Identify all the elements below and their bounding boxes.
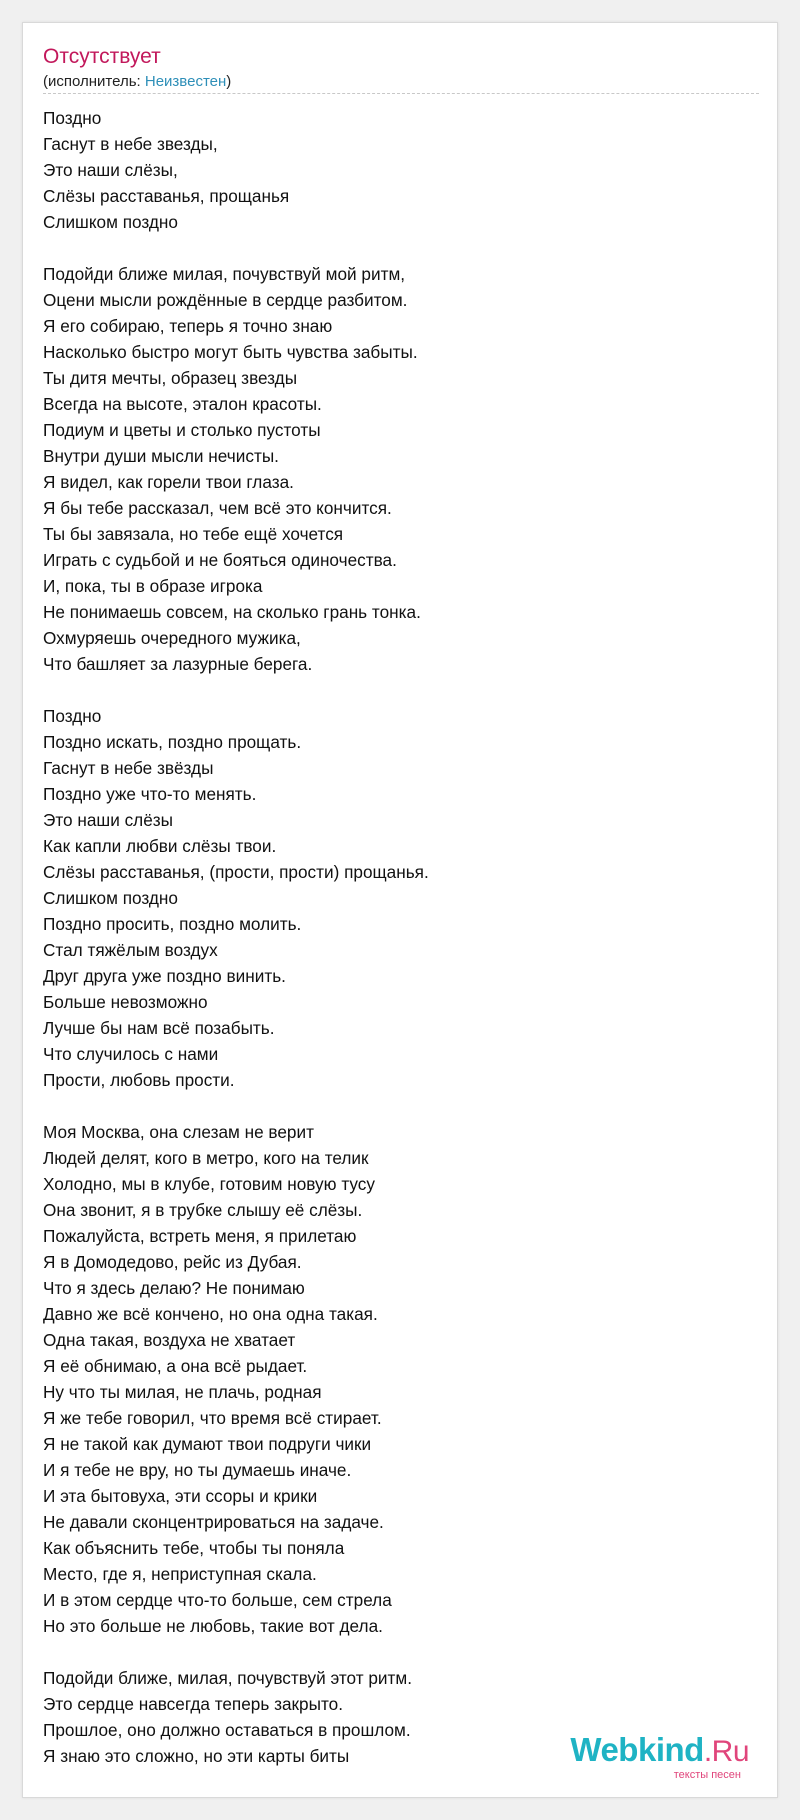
artist-prefix: (исполнитель: xyxy=(43,73,145,90)
logo-name: Webkind xyxy=(570,1731,704,1768)
lyrics-line: Охмуряешь очередного мужика, xyxy=(43,628,301,648)
lyrics-line: Ты бы завязала, но тебе ещё хочется xyxy=(43,524,344,544)
lyrics-line: Но это больше не любовь, такие вот дела. xyxy=(43,1616,383,1636)
lyrics-line: Подиум и цветы и столько пустоты xyxy=(43,420,321,440)
lyrics-line: Я не такой как думают твои подруги чики xyxy=(43,1434,372,1454)
lyrics-line: Подойди ближе, милая, почувствуй этот ритм. xyxy=(43,1668,412,1688)
artist-line xyxy=(43,73,231,90)
lyrics-line: Что случилось с нами xyxy=(43,1044,219,1064)
lyrics-line: И я тебе не вру, но ты думаешь иначе. xyxy=(43,1460,352,1480)
lyrics-line: Слёзы расставанья, (прости, прости) прощанья. xyxy=(43,862,429,882)
lyrics-line: Как объяснить тебе, чтобы ты поняла xyxy=(43,1538,345,1558)
lyrics-line: Гаснут в небе звезды, xyxy=(43,134,218,154)
artist-link[interactable]: Неизвестен xyxy=(144,73,227,90)
lyrics-line: Я видел, как горели твои глаза. xyxy=(43,472,294,492)
lyrics-line: Поздно xyxy=(43,108,102,128)
webkind-logo xyxy=(549,1731,749,1779)
lyrics-line: Слёзы расставанья, прощанья xyxy=(43,186,290,206)
lyrics-line: Не давали сконцентрироваться на задаче. xyxy=(43,1512,384,1532)
lyrics-stanza xyxy=(43,703,759,1093)
lyrics-line: Что я здесь делаю? Не понимаю xyxy=(43,1278,305,1298)
lyrics-line: Ну что ты милая, не плачь, родная xyxy=(43,1382,322,1402)
lyrics-line: Одна такая, воздуха не хватает xyxy=(43,1330,296,1350)
lyrics-line: Лучше бы нам всё позабыть. xyxy=(43,1018,275,1038)
lyrics-line: Холодно, мы в клубе, готовим новую тусу xyxy=(43,1174,375,1194)
lyrics-line: Слишком поздно xyxy=(43,212,178,232)
lyrics-line: Подойди ближе милая, почувствуй мой ритм, xyxy=(43,264,406,284)
lyrics-line: Что башляет за лазурные берега. xyxy=(43,654,313,674)
lyrics-line: Внутри души мысли нечисты. xyxy=(43,446,279,466)
lyrics-line: Слишком поздно xyxy=(43,888,178,908)
lyrics-line: Она звонит, я в трубке слышу её слёзы. xyxy=(43,1200,363,1220)
lyrics-line: Я бы тебе рассказал, чем всё это кончится. xyxy=(43,498,392,518)
lyrics-line: Давно же всё кончено, но она одна такая. xyxy=(43,1304,378,1324)
lyrics-line: Поздно просить, поздно молить. xyxy=(43,914,302,934)
lyrics-line: Насколько быстро могут быть чувства забыты. xyxy=(43,342,418,362)
lyrics-line: Моя Москва, она слезам не верит xyxy=(43,1122,314,1142)
lyrics-line: Не понимаешь совсем, на сколько грань тонка. xyxy=(43,602,421,622)
lyrics-line: Пожалуйста, встреть меня, я прилетаю xyxy=(43,1226,357,1246)
lyrics-stanza xyxy=(43,1119,759,1639)
lyrics-line: Людей делят, кого в метро, кого на телик xyxy=(43,1148,369,1168)
lyrics-line: И в этом сердце что-то больше, сем стрела xyxy=(43,1590,392,1610)
lyrics-stanza xyxy=(43,261,759,677)
artist-suffix: ) xyxy=(226,73,232,90)
lyrics-line: Играть с судьбой и не бояться одиночества. xyxy=(43,550,397,570)
lyrics-line: Я в Домодедово, рейс из Дубая. xyxy=(43,1252,302,1272)
lyrics-line: Это сердце навсегда теперь закрыто. xyxy=(43,1694,343,1714)
lyrics-line: Поздно искать, поздно прощать. xyxy=(43,732,302,752)
logo-wordmark xyxy=(570,1731,749,1769)
lyrics-line: И эта бытовуха, эти ссоры и крики xyxy=(43,1486,318,1506)
song-title: Отсутствует xyxy=(43,45,161,68)
lyrics-line: И, пока, ты в образе игрока xyxy=(43,576,263,596)
lyrics-line: Поздно xyxy=(43,706,102,726)
title-divider xyxy=(43,93,759,94)
lyrics-line: Прости, любовь прости. xyxy=(43,1070,235,1090)
lyrics-line: Ты дитя мечты, образец звезды xyxy=(43,368,298,388)
lyrics-text xyxy=(43,105,759,1795)
lyrics-card xyxy=(22,22,778,1798)
lyrics-line: Стал тяжёлым воздух xyxy=(43,940,218,960)
lyrics-line: Оцени мысли рождённые в сердце разбитом. xyxy=(43,290,408,310)
lyrics-line: Друг друга уже поздно винить. xyxy=(43,966,286,986)
lyrics-line: Я знаю это сложно, но эти карты биты xyxy=(43,1746,350,1766)
lyrics-stanza xyxy=(43,105,759,235)
lyrics-line: Я её обнимаю, а она всё рыдает. xyxy=(43,1356,308,1376)
lyrics-line: Это наши слёзы xyxy=(43,810,173,830)
logo-tld: .Ru xyxy=(703,1735,749,1768)
lyrics-line: Прошлое, оно должно оставаться в прошлом. xyxy=(43,1720,411,1740)
lyrics-line: Я же тебе говорил, что время всё стирает. xyxy=(43,1408,382,1428)
logo-subtitle: тексты песен xyxy=(673,1769,741,1781)
lyrics-line: Место, где я, неприступная скала. xyxy=(43,1564,317,1584)
lyrics-line: Больше невозможно xyxy=(43,992,208,1012)
lyrics-line: Это наши слёзы, xyxy=(43,160,178,180)
lyrics-line: Я его собираю, теперь я точно знаю xyxy=(43,316,333,336)
lyrics-line: Поздно уже что-то менять. xyxy=(43,784,257,804)
lyrics-line: Гаснут в небе звёзды xyxy=(43,758,214,778)
lyrics-line: Всегда на высоте, эталон красоты. xyxy=(43,394,322,414)
lyrics-line: Как капли любви слёзы твои. xyxy=(43,836,277,856)
